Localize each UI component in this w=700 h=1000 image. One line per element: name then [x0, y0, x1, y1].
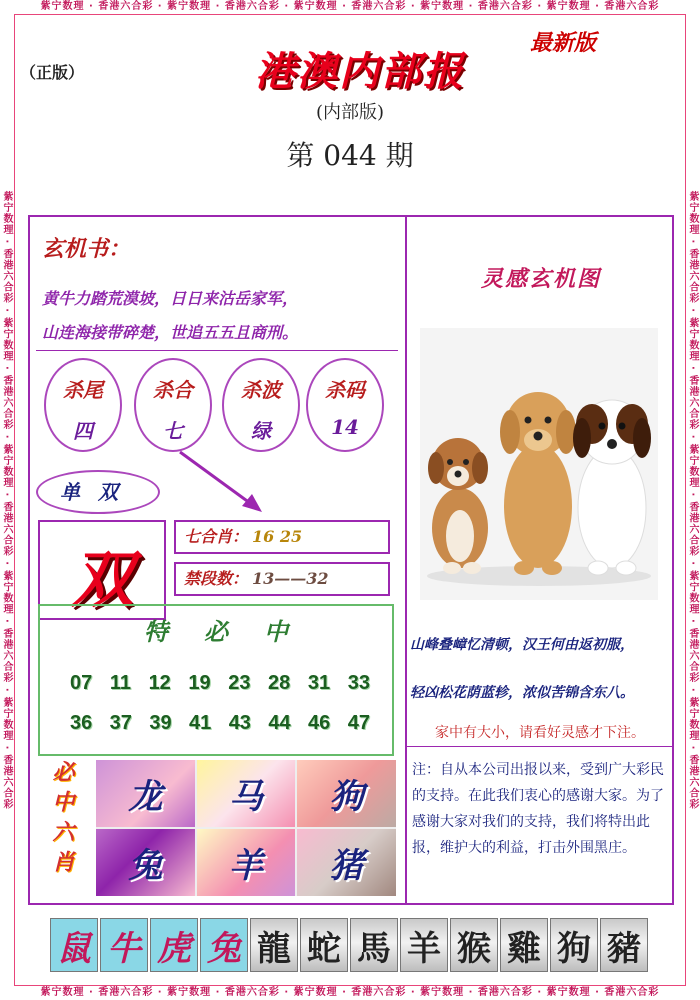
oval-head: 杀尾 — [63, 378, 103, 402]
zodiac-tile-horse: 馬 — [350, 918, 398, 972]
zodiac-cell: 狗 — [297, 760, 396, 827]
zodiac-six-grid — [96, 760, 396, 896]
notice-text: 注：自从本公司出报以来，受到广大彩民的支持。在此我们衷心的感谢大家。为了感谢大家对我们的支持，我们将特出此报，维护大的利益，打击外围黑庄。 — [412, 761, 664, 855]
zodiac-cell: 马 — [197, 760, 296, 827]
number-cell: 44 — [268, 712, 291, 734]
number-cell: 23 — [228, 672, 251, 694]
oval-kill-wave — [222, 358, 300, 452]
zodiac-tile-monkey: 猴 — [450, 918, 498, 972]
seven-combo-value: 16 25 — [252, 527, 303, 546]
number-cell: 43 — [228, 712, 251, 734]
banned-range-label: 禁段数： — [184, 569, 249, 588]
page-subtitle: (内部版) — [315, 102, 385, 123]
number-cell: 36 — [70, 712, 93, 734]
riddle-divider — [36, 350, 398, 351]
zodiac-cell: 兔 — [96, 829, 195, 896]
oval-value: 四 — [73, 419, 93, 443]
notice-divider — [407, 746, 672, 747]
column-divider — [405, 215, 407, 905]
border-left-band: 紫宁数理 · 香港六合彩 · 紫宁数理 · 香港六合彩 · 紫宁数理 · 香港六合彩 · 紫宁数理 · 香港六合彩 · 紫宁数理 · 香港六合彩 — [1, 190, 12, 810]
number-cell: 07 — [70, 672, 93, 694]
riddle-line-2: 山连海接带碎楚，世追五五且商刑。 — [42, 323, 299, 342]
betting-hint: 家中有大小，请看好灵感才下注。 — [435, 724, 645, 740]
zodiac-cell: 羊 — [197, 829, 296, 896]
number-cell: 37 — [109, 712, 132, 734]
number-cell: 28 — [268, 672, 291, 694]
number-row-2 — [70, 712, 370, 735]
oval-head: 杀码 — [325, 378, 365, 402]
banned-range-box — [174, 562, 390, 596]
seven-combo-label: 七合肖： — [184, 527, 249, 546]
number-cell: 39 — [149, 712, 172, 734]
pointer-arrow-icon — [176, 448, 266, 518]
zodiac-strip — [50, 918, 648, 972]
oval-kill-combo — [134, 358, 212, 452]
number-cell: 33 — [347, 672, 370, 694]
must-win-six-label: 必中六肖 — [49, 760, 75, 880]
number-cell: 41 — [189, 712, 212, 734]
oval-value: 14 — [331, 415, 359, 439]
frame-line-top — [14, 14, 686, 15]
oval-value: 七 — [163, 419, 183, 443]
page-title: 港澳内部报 — [255, 48, 465, 95]
zodiac-tile-dragon: 龍 — [250, 918, 298, 972]
number-row-1 — [70, 672, 370, 695]
issue-number: 第 044 期 — [286, 139, 414, 172]
newest-edition-label: 最新版 — [530, 30, 597, 56]
zodiac-tile-tiger: 虎 — [150, 918, 198, 972]
oval-kill-number — [306, 358, 384, 452]
border-bottom-band: 紫宁数理 · 香港六合彩 · 紫宁数理 · 香港六合彩 · 紫宁数理 · 香港六合彩 · 紫宁数理 · 香港六合彩 · 紫宁数理 · 香港六合彩 — [40, 987, 660, 998]
zodiac-tile-rat: 鼠 — [50, 918, 98, 972]
frame-line-bottom — [14, 985, 686, 986]
oval-head: 杀波 — [241, 378, 281, 402]
zodiac-tile-rabbit: 兔 — [200, 918, 248, 972]
number-cell: 47 — [347, 712, 370, 734]
border-right-band: 紫宁数理 · 香港六合彩 · 紫宁数理 · 香港六合彩 · 紫宁数理 · 香港六合彩 · 紫宁数理 · 香港六合彩 · 紫宁数理 · 香港六合彩 — [687, 190, 698, 810]
frame-line-left — [14, 14, 15, 986]
oval-kill-tail — [44, 358, 122, 452]
zodiac-tile-ox: 牛 — [100, 918, 148, 972]
big-character: 双 — [70, 543, 133, 616]
number-cell: 11 — [109, 672, 131, 694]
zodiac-tile-dog: 狗 — [550, 918, 598, 972]
zodiac-tile-rooster: 雞 — [500, 918, 548, 972]
puppies-image — [420, 328, 658, 600]
zodiac-tile-pig: 豬 — [600, 918, 648, 972]
seven-combo-box — [174, 520, 390, 554]
zodiac-cell: 龙 — [96, 760, 195, 827]
oval-head: 杀合 — [153, 378, 193, 402]
zodiac-tile-goat: 羊 — [400, 918, 448, 972]
odd-even-oval: 单双 — [36, 470, 160, 514]
riddle-title: 玄机书： — [42, 236, 131, 262]
right-poem-line-1: 山峰叠嶂忆清顿，汉王何由返初服， — [410, 637, 634, 653]
right-poem-line-2: 轻凶松花荫蓝轸，浓似苦锦含东八。 — [410, 685, 634, 701]
inspiration-title: 灵感玄机图 — [480, 266, 601, 292]
number-cell: 46 — [308, 712, 331, 734]
zodiac-tile-snake: 蛇 — [300, 918, 348, 972]
banned-range-value: 13——32 — [252, 569, 329, 588]
zodiac-cell: 猪 — [297, 829, 396, 896]
oval-value: 绿 — [251, 419, 271, 443]
frame-line-right — [685, 14, 686, 986]
number-cell: 19 — [188, 672, 211, 694]
number-cell: 31 — [307, 672, 331, 694]
border-top-band: 紫宁数理 · 香港六合彩 · 紫宁数理 · 香港六合彩 · 紫宁数理 · 香港六合彩 · 紫宁数理 · 香港六合彩 · 紫宁数理 · 香港六合彩 — [40, 1, 660, 12]
edition-label: （正版） — [20, 63, 85, 82]
special-numbers-title: 特必中 — [144, 617, 324, 646]
riddle-line-1: 黄牛力踏荒漠坡，日日来沽岳家军， — [42, 289, 299, 308]
number-cell: 12 — [148, 672, 171, 694]
